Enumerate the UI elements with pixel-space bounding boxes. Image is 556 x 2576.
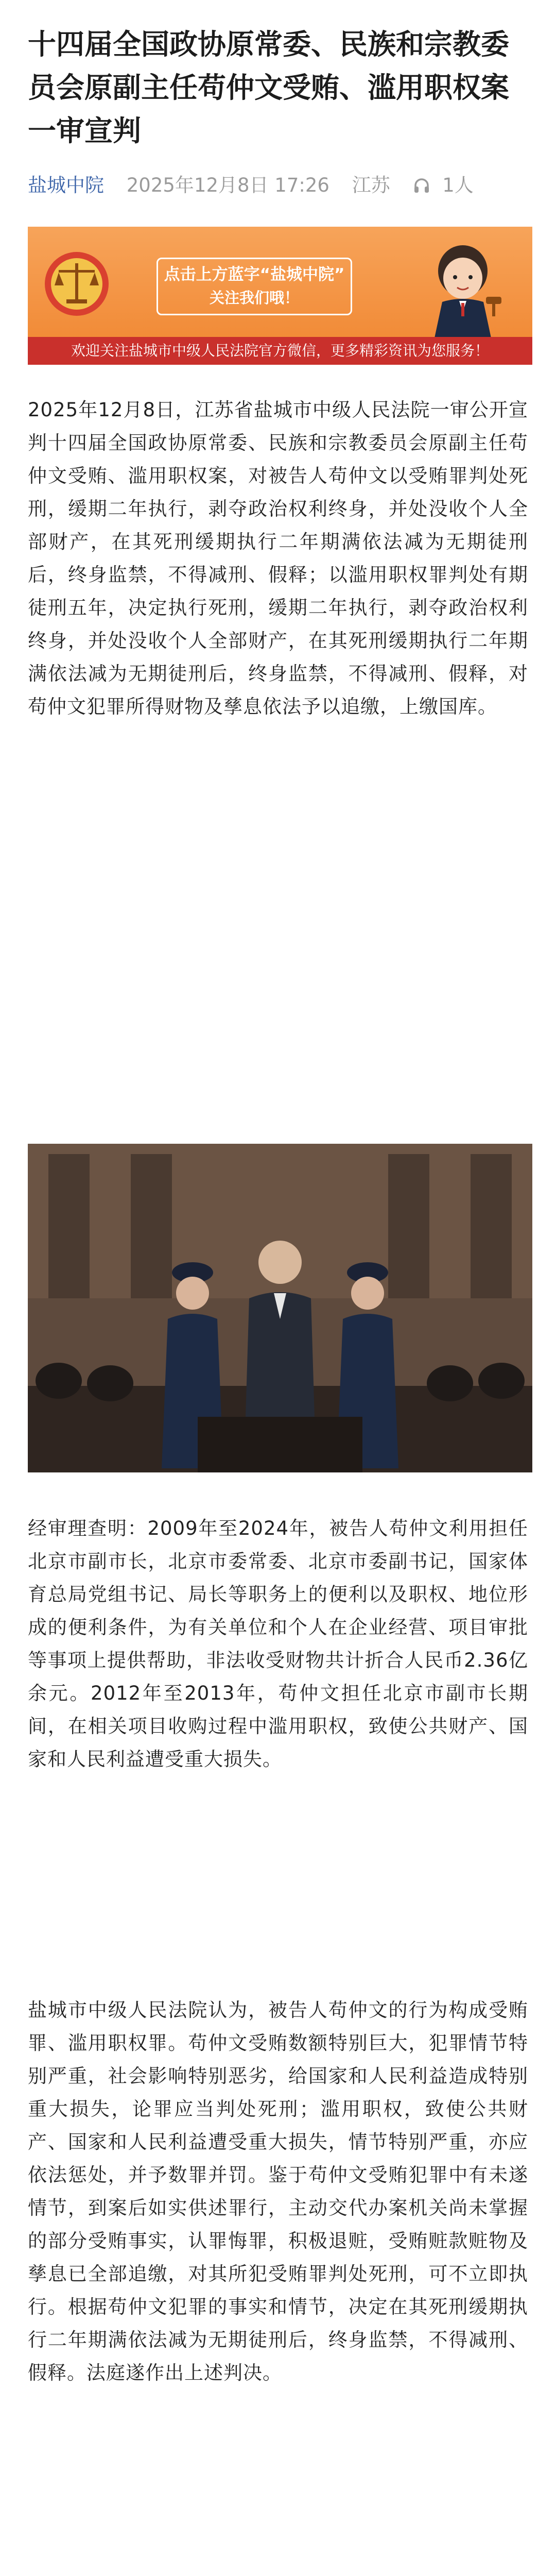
paragraph-verdict: 2025年12月8日，江苏省盐城市中级人民法院一审公开宣判十四届全国政协原常委、民族和宗教委员会原副主任苟仲文受贿、滥用职权案，对被告人苟仲文以受贿罪判处死刑，缓期二年执行，剥夺政治权利终身，并处没收个人全部财产，在其死刑缓期执行二年期满依法减为无期徒刑后，终身监禁，不得减刑、假释；以滥用职权罪判处有期徒刑五年，决定执行死刑，缓期二年执行，剥夺政治权利终身，并处没收个人全部财产，在其死刑缓期执行二年期满依法减为无期徒刑后，终身监禁，不得减刑、假释，对苟仲文犯罪所得财物及孳息依法予以追缴，上缴国库。 — [28, 399, 528, 718]
follow-banner[interactable] — [28, 227, 532, 365]
welcome-strip: 欢迎关注盐城市中级人民法院官方微信，更多精彩资讯为您服务！ — [28, 337, 532, 365]
article-meta — [28, 172, 532, 197]
publish-date: 2025年12月8日 17:26 — [126, 174, 329, 196]
follow-prompt-line2: 关注我们哦！ — [209, 289, 299, 307]
headphones-icon[interactable] — [411, 175, 432, 196]
paragraph-findings: 经审理查明：2009年至2024年，被告人苟仲文利用担任北京市副市长，北京市委常委、北京市委副书记，国家体育总局党组书记、局长等职务上的便利以及职权、地位形成的便利条件，为有关单位和个人在企业经营、项目审批等事项上提供帮助，非法收受财物共计折合人民币2.36亿余元。2012年至2013年，苟仲文担任北京市副市长期间，在相关项目收购过程中滥用职权，致使公共财产、国家和人民利益遭受重大损失。 — [28, 1517, 528, 1770]
follow-prompt-line1: 点击上方蓝字“盐城中院” — [164, 265, 345, 284]
court-emblem-icon — [43, 245, 110, 323]
account-name-link[interactable]: 盐城中院 — [28, 174, 104, 196]
article-title: 十四届全国政协原常委、民族和宗教委员会原副主任苟仲文受贿、滥用职权案一审宣判 — [28, 28, 510, 147]
paragraph-court-opinion: 盐城市中级人民法院认为，被告人苟仲文的行为构成受贿罪、滥用职权罪。苟仲文受贿数额特别巨大，犯罪情节特别严重，社会影响特别恶劣，给国家和人民利益造成特别重大损失，论罪应当判处死刑；滥用职权，致使公共财产、国家和人民利益遭受重大损失，情节特别严重，亦应依法惩处，并予数罪并罚。鉴于苟仲文受贿犯罪中有未遂情节，到案后如实供述罪行，主动交代办案机关尚未掌握的部分受贿事实，认罪悔罪，积极退赃，受贿赃款赃物及孳息已全部追缴，对其所犯受贿罪判处死刑，可不立即执行。根据苟仲文犯罪的事实和情节，决定在其死刑缓期执行二年期满依法减为无期徒刑后，终身监禁，不得减刑、假释。法庭遂作出上述判决。 — [28, 1999, 528, 2384]
judge-mascot-icon — [414, 235, 512, 338]
publish-region: 江苏 — [352, 174, 390, 196]
photo-defendant-in-court — [28, 1144, 532, 1472]
follow-prompt — [157, 258, 352, 315]
listen-count: 1人 — [442, 174, 474, 196]
